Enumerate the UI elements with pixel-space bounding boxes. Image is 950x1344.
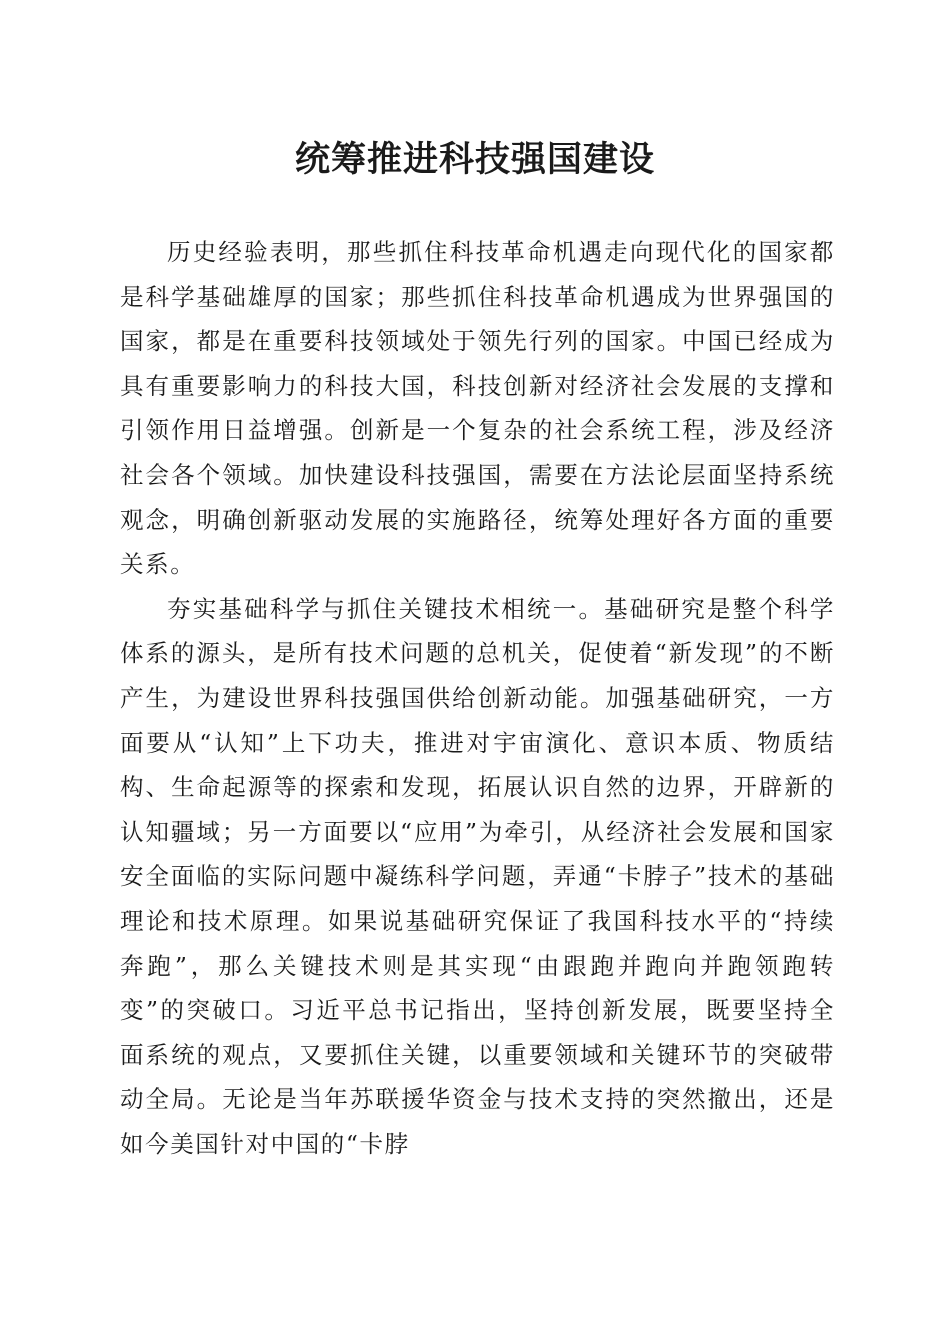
document-body xyxy=(120,230,835,1166)
document-title: 统筹推进科技强国建设 xyxy=(294,139,655,180)
paragraph-1: 历史经验表明，那些抓住科技革命机遇走向现代化的国家都是科学基础雄厚的国家；那些抓住科技革命机遇成为世界强国的国家，都是在重要科技领域处于领先行列的国家。中国已经成为具有重要影响力的科技大国，科技创新对经济社会发展的支撑和引领作用日益增强。创新是一个复杂的社会系统工程，涉及经济社会各个领域。加快建设科技强国，需要在方法论层面坚持系统观念，明确创新驱动发展的实施路径，统筹处理好各方面的重要关系。 xyxy=(120,238,835,579)
paragraph-2: 夯实基础科学与抓住关键技术相统一。基础研究是整个科学体系的源头，是所有技术问题的总机关，促使着“新发现”的不断产生，为建设世界科技强国供给创新动能。加强基础研究，一方面要从“认知”上下功夫，推进对宇宙演化、意识本质、物质结构、生命起源等的探索和发现，拓展认识自然的边界，开辟新的认知疆域；另一方面要以“应用”为牵引，从经济社会发展和国家安全面临的实际问题中凝练科学问题，弄通“卡脖子”技术的基础理论和技术原理。如果说基础研究保证了我国科技水平的“持续奔跑”，那么关键技术则是其实现“由跟跑并跑向并跑领跑转变”的突破口。习近平总书记指出，坚持创新发展，既要坚持全面系统的观点，又要抓住关键，以重要领域和关键环节的突破带动全局。无论是当年苏联援华资金与技术支持的突然撤出，还是如今美国针对中国的“卡脖 xyxy=(120,594,835,1158)
